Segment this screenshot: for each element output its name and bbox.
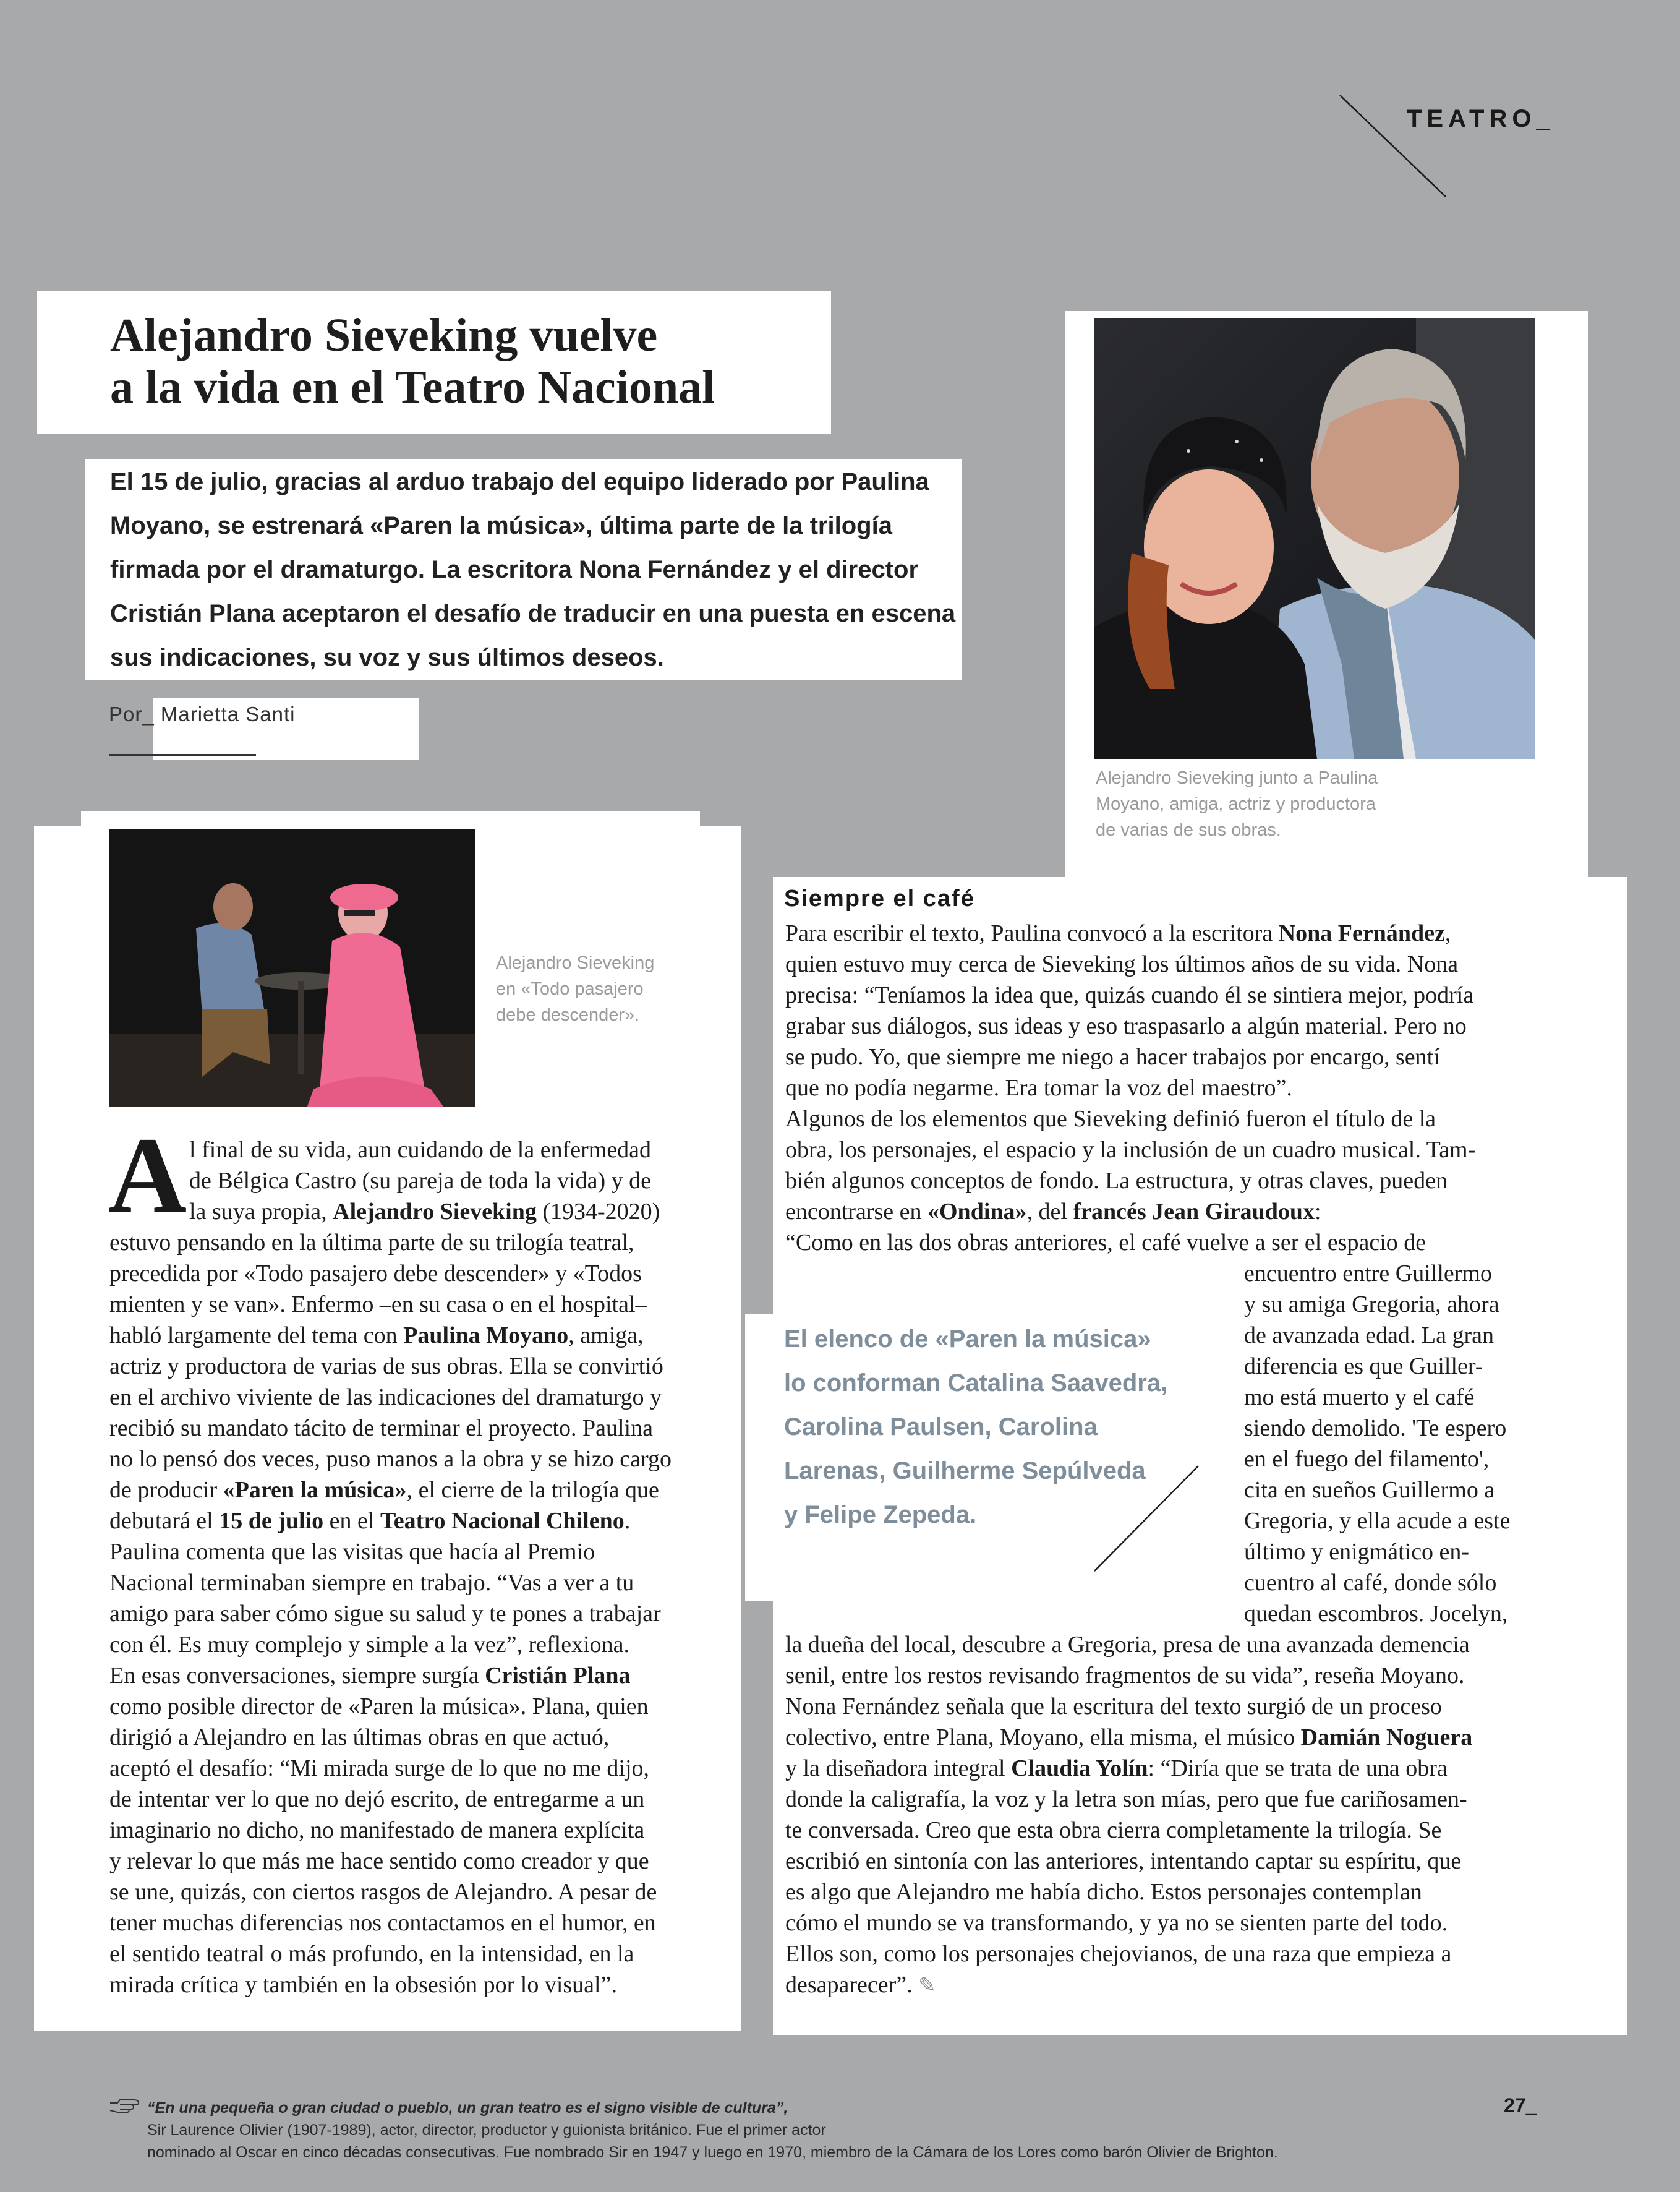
- pull-quote-line: Carolina Paulsen, Carolina: [784, 1413, 1098, 1441]
- lead-box: [85, 459, 962, 680]
- right-body-narrow: [1244, 1258, 1510, 1629]
- text-line: y su amiga Gregoria, ahora: [1244, 1291, 1499, 1317]
- text-line: Gregoria, y ella acude a este: [1244, 1508, 1511, 1534]
- text-line: estuvo pensando en la última parte de su trilogía teatral,: [109, 1230, 634, 1256]
- text-line: y la diseñadora integral Claudia Yolín: “Diría que se trata de una obra: [785, 1755, 1448, 1781]
- footer-quote: [147, 2097, 1278, 2164]
- text-line: Algunos de los elementos que Sieveking definió fueron el título de la: [785, 1106, 1436, 1132]
- text-line: y relevar lo que más me hace sentido como creador y que: [109, 1848, 649, 1874]
- text-line: no lo pensó dos veces, puso manos a la obra y se hizo cargo: [109, 1446, 672, 1472]
- text-line: de intentar ver lo que no dejó escrito, de entregarme a un: [109, 1786, 645, 1812]
- lead-line: El 15 de julio, gracias al arduo trabajo del equipo liderado por Paulina: [110, 468, 929, 495]
- byline-prefix: Por_: [109, 703, 155, 726]
- text-line: de avanzada edad. La gran: [1244, 1322, 1495, 1348]
- text-line: es algo que Alejandro me había dicho. Estos personajes contemplan: [785, 1879, 1422, 1905]
- caption-line: Alejandro Sieveking: [496, 953, 655, 973]
- pull-quote-line: El elenco de «Paren la música»: [784, 1325, 1151, 1353]
- title-box: [37, 291, 831, 434]
- drop-cap: A: [108, 1115, 187, 1236]
- text-line: se pudo. Yo, que siempre me niego a hacer trabajos por encargo, sentí: [785, 1044, 1440, 1070]
- text-line: encuentro entre Guillermo: [1244, 1261, 1492, 1287]
- text-line: habló largamente del tema con Paulina Moyano, amiga,: [109, 1322, 644, 1348]
- lead-line: Cristián Plana aceptaron el desafío de traducir en una puesta en escena: [110, 600, 956, 627]
- text-line: de Bélgica Castro (su pareja de toda la vida) y de: [189, 1168, 652, 1194]
- text-line: te conversada. Creo que esta obra cierra completamente la trilogía. Se: [785, 1817, 1442, 1843]
- text-line: Nona Fernández señala que la escritura del texto surgió de un proceso: [785, 1693, 1442, 1719]
- text-line: mo está muerto y el café: [1244, 1384, 1475, 1410]
- footer-line: “En una pequeña o gran ciudad o pueblo, un gran teatro es el signo visible de cultura”, Sir Laurence Olivier (1907-1989), actor, director, productor y guionista británico. Fue el primer actor: [147, 2099, 826, 2139]
- caption-line: en «Todo pasajero: [496, 979, 644, 999]
- text-line: diferencia es que Guiller-: [1244, 1353, 1483, 1379]
- text-line: en el archivo viviente de las indicaciones del dramaturgo y: [109, 1384, 662, 1410]
- text-line: escribió en sintonía con las anteriores, intentando captar su espíritu, que: [785, 1848, 1462, 1874]
- text-line: mirada crítica y también en la obsesión por lo visual”.: [109, 1972, 617, 1998]
- article-title: [110, 309, 831, 413]
- footer-line: nominado al Oscar en cinco décadas consecutivas. Fue nombrado Sir en 1947 y luego en 1970, miembro de la Cámara de los Lores como barón Olivier de Brighton.: [147, 2144, 1278, 2161]
- text-line: aceptó el desafío: “Mi mirada surge de lo que no me dijo,: [109, 1755, 650, 1781]
- byline: [109, 703, 295, 726]
- text-line: la suya propia, Alejandro Sieveking (1934-2020): [189, 1199, 660, 1225]
- left-body-text: [109, 1227, 672, 2000]
- article-lead: [110, 459, 956, 680]
- right-body-top: [785, 918, 1475, 1258]
- text-line: mienten y se van». Enfermo –en su casa o en el hospital–: [109, 1291, 647, 1317]
- text-line: encontrarse en «Ondina», del francés Jean Giraudoux:: [785, 1199, 1321, 1225]
- portrait-caption: [1096, 765, 1378, 843]
- text-line: último y enigmático en-: [1244, 1539, 1470, 1565]
- subhead: Siempre el café: [784, 886, 975, 912]
- pull-quote-line: Larenas, Guilherme Sepúlveda: [784, 1457, 1146, 1484]
- text-line: senil, entre los restos revisando fragmentos de su vida”, reseña Moyano.: [785, 1663, 1465, 1689]
- lead-line: firmada por el dramaturgo. La escritora Nona Fernández y el director: [110, 556, 919, 583]
- text-line: amigo para saber cómo sigue su salud y te pones a trabajar: [109, 1601, 661, 1627]
- stage-photo: [109, 829, 475, 1107]
- title-line: Alejandro Sieveking vuelve: [110, 309, 658, 361]
- title-line: a la vida en el Teatro Nacional: [110, 361, 715, 413]
- text-line: se une, quizás, con ciertos rasgos de Alejandro. A pesar de: [109, 1879, 657, 1905]
- stage-caption: [496, 950, 654, 1028]
- text-line: el sentido teatral o más profundo, en la intensidad, en la: [109, 1941, 634, 1967]
- text-line: precisa: “Teníamos la idea que, quizás cuando él se sintiera mejor, podría: [785, 982, 1474, 1008]
- text-line: de producir «Paren la música», el cierre de la trilogía que: [109, 1477, 659, 1503]
- text-line: en el fuego del filamento',: [1244, 1446, 1490, 1472]
- text-line: Nacional terminaban siempre en trabajo. “Vas a ver a tu: [109, 1570, 634, 1596]
- stage-photo-art: [109, 829, 475, 1107]
- text-line: la dueña del local, descubre a Gregoria, presa de una avanzada demencia: [785, 1632, 1470, 1658]
- text-line: “Como en las dos obras anteriores, el café vuelve a ser el espacio de: [785, 1230, 1426, 1256]
- text-line: obra, los personajes, el espacio y la inclusión de un cuadro musical. Tam-: [785, 1137, 1476, 1163]
- caption-line: de varias de sus obras.: [1096, 820, 1281, 840]
- section-label: TEATRO_: [1407, 105, 1555, 132]
- text-line: dirigió a Alejandro en las últimas obras en que actuó,: [109, 1724, 610, 1750]
- text-line: grabar sus diálogos, sus ideas y eso traspasarlo a algún material. Pero no: [785, 1013, 1467, 1039]
- pull-quote-line: y Felipe Zepeda.: [784, 1501, 977, 1528]
- text-line: con él. Es muy complejo y simple a la vez”, reflexiona.: [109, 1632, 629, 1658]
- portrait-photo-art: [1094, 318, 1535, 759]
- left-body-dropcap-lines: [189, 1134, 660, 1227]
- lead-line: Moyano, se estrenará «Paren la música», última parte de la trilogía: [110, 512, 892, 539]
- text-line: quedan escombros. Jocelyn,: [1244, 1601, 1508, 1627]
- text-line: cuentro al café, donde sólo: [1244, 1570, 1497, 1596]
- diagonal-rule-pull: [1088, 1462, 1206, 1577]
- text-line: En esas conversaciones, siempre surgía Cristián Plana: [109, 1663, 631, 1689]
- text-line: bién algunos conceptos de fondo. La estructura, y otras claves, pueden: [785, 1168, 1448, 1194]
- text-line: donde la caligrafía, la voz y la letra son mías, pero que fue cariñosamen-: [785, 1786, 1467, 1812]
- caption-line: Alejandro Sieveking junto a Paulina: [1096, 768, 1378, 788]
- text-line: recibió su mandato tácito de terminar el proyecto. Paulina: [109, 1415, 653, 1441]
- text-line: tener muchas diferencias nos contactamos en el humor, en: [109, 1910, 656, 1936]
- text-line: quien estuvo muy cerca de Sieveking los últimos años de su vida. Nona: [785, 951, 1459, 977]
- text-line: cómo el mundo se va transformando, y ya no se sienten parte del todo.: [785, 1910, 1448, 1936]
- caption-line: Moyano, amiga, actriz y productora: [1096, 794, 1376, 814]
- byline-author: Marietta Santi: [160, 703, 296, 726]
- pull-quote-line: lo conforman Catalina Saavedra,: [784, 1369, 1168, 1397]
- text-line: desaparecer”. ✎: [785, 1972, 936, 1998]
- text-line: como posible director de «Paren la música». Plana, quien: [109, 1693, 649, 1719]
- text-line: debutará el 15 de julio en el Teatro Nacional Chileno.: [109, 1508, 631, 1534]
- text-line: Paulina comenta que las visitas que hacía al Premio: [109, 1539, 595, 1565]
- portrait-photo: [1094, 318, 1535, 759]
- text-line: cita en sueños Guillermo a: [1244, 1477, 1495, 1503]
- byline-rule: [109, 754, 256, 756]
- text-line: siendo demolido. 'Te espero: [1244, 1415, 1507, 1441]
- right-body-bottom: [785, 1629, 1472, 2001]
- text-line: que no podía negarme. Era tomar la voz del maestro”.: [785, 1075, 1292, 1101]
- page-number: 27_: [1504, 2094, 1537, 2117]
- end-mark-icon: ✎: [918, 1973, 936, 1998]
- caption-line: debe descender».: [496, 1005, 640, 1025]
- lead-line: sus indicaciones, su voz y sus últimos deseos.: [110, 644, 664, 671]
- text-line: precedida por «Todo pasajero debe descender» y «Todos: [109, 1261, 642, 1287]
- text-line: Ellos son, como los personajes chejovianos, de una raza que empieza a: [785, 1941, 1452, 1967]
- text-line: colectivo, entre Plana, Moyano, ella misma, el músico Damián Noguera: [785, 1724, 1473, 1750]
- text-line: actriz y productora de varias de sus obras. Ella se convirtió: [109, 1353, 663, 1379]
- text-line: l final de su vida, aun cuidando de la enfermedad: [189, 1137, 652, 1163]
- text-line: Para escribir el texto, Paulina convocó a la escritora Nona Fernández,: [785, 920, 1451, 946]
- text-line: imaginario no dicho, no manifestado de manera explícita: [109, 1817, 645, 1843]
- pointing-hand-icon: [109, 2098, 141, 2114]
